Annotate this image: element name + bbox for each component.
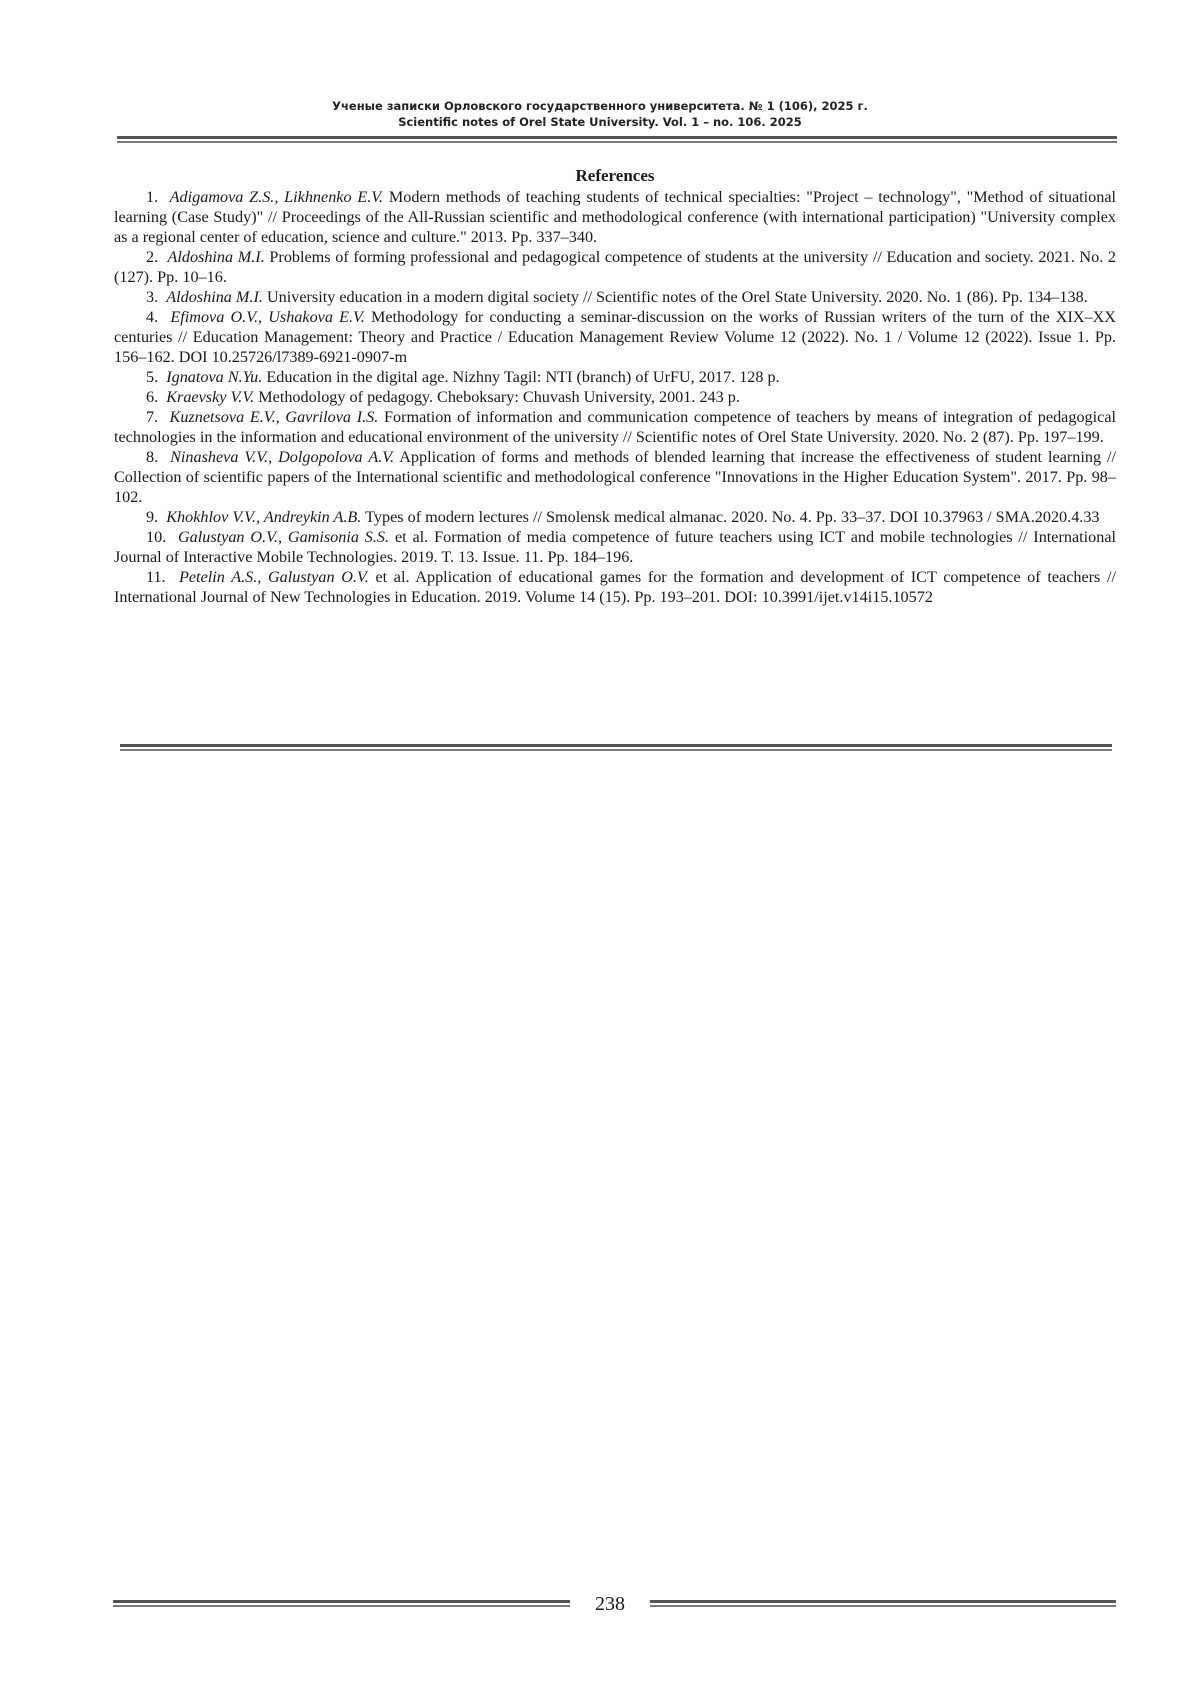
- reference-text: Problems of forming professional and pedagogical competence of students at the university // Education and society. 2021. No. 2 (127). Pp. 10–16.: [114, 248, 1117, 286]
- reference-text: Modern methods of teaching students of technical specialties: "Project – technology", "Method of situational learning (Case Study)" // Proceedings of the All-Russian scientific and methodological conference (with international participation) "University complex as a regional center of education, science and culture." 2013. Pp. 337–340.: [114, 188, 1117, 246]
- reference-number: 1.: [146, 188, 159, 206]
- reference-authors: Galustyan O.V., Gamisonia S.S.: [177, 528, 390, 546]
- footer-rule-left: [113, 1600, 570, 1603]
- reference-text: Education in the digital age. Nizhny Tagil: NTI (branch) of UrFU, 2017. 128 p.: [266, 368, 780, 386]
- end-divider: [120, 744, 1112, 751]
- reference-number: 11.: [146, 568, 166, 586]
- reference-item: [114, 527, 1116, 567]
- reference-item: [114, 567, 1116, 607]
- page-number: 238: [595, 1593, 625, 1615]
- reference-item: [114, 187, 1116, 247]
- reference-item: [114, 387, 1116, 407]
- reference-text: Application of forms and methods of blended learning that increase the effectiveness of student learning // Collection of scientific papers of the International scientific and methodological conference "Innovations in the Higher Education System". 2017. Pp. 98–102.: [114, 448, 1117, 506]
- reference-item: [114, 447, 1116, 507]
- reference-item: [114, 367, 1116, 387]
- references-section: [114, 166, 1116, 607]
- reference-text: Types of modern lectures // Smolensk medical almanac. 2020. No. 4. Pp. 33–37. DOI 10.37963 / SMA.2020.4.33: [365, 508, 1100, 526]
- reference-authors: Aldoshina M.I.: [166, 288, 263, 306]
- header-line-ru: Ученые записки Орловского государственного университета. № 1 (106), 2025 г.: [332, 99, 868, 113]
- reference-authors: Khokhlov V.V., Andreykin A.B.: [166, 508, 362, 526]
- reference-text: Methodology for conducting a seminar-discussion on the works of Russian writers of the turn of the XIX–XX centuries // Education Management: Theory and Practice / Education Management Review Volume 12 (2022). No. 1 / Volume 12 (2022). Issue 1. Pp. 156–162. DOI 10.25726/l7389-6921-0907-m: [114, 308, 1116, 366]
- reference-number: 9.: [146, 508, 159, 526]
- reference-authors: Ninasheva V.V., Dolgopolova A.V.: [170, 448, 395, 466]
- reference-number: 6.: [146, 388, 159, 406]
- reference-authors: Petelin A.S., Galustyan O.V.: [178, 568, 369, 586]
- running-header: [0, 98, 1200, 130]
- reference-authors: Kraevsky V.V.: [166, 388, 255, 406]
- reference-authors: Kuznetsova E.V., Gavrilova I.S.: [169, 408, 379, 426]
- reference-text: Formation of information and communication competence of teachers by means of integration of pedagogical technologies in the information and educational environment of the university // Scientific notes of Orel State University. 2020. No. 2 (87). Pp. 197–199.: [114, 408, 1117, 446]
- reference-item: [114, 407, 1116, 447]
- page-footer: [0, 1592, 1200, 1616]
- reference-list: [114, 187, 1116, 607]
- reference-authors: Ignatova N.Yu.: [166, 368, 263, 386]
- reference-text: University education in a modern digital society // Scientific notes of the Orel State University. 2020. No. 1 (86). Pp. 134–138.: [266, 288, 1088, 306]
- reference-text: Methodology of pedagogy. Cheboksary: Chuvash University, 2001. 243 p.: [258, 388, 740, 406]
- reference-authors: Adigamova Z.S., Likhnenko E.V.: [169, 188, 384, 206]
- footer-rule-right: [650, 1600, 1116, 1603]
- reference-number: 4.: [146, 308, 159, 326]
- reference-number: 5.: [146, 368, 159, 386]
- reference-item: [114, 247, 1116, 287]
- reference-text: et al. Application of educational games for the formation and development of ICT competence of teachers // International Journal of New Technologies in Education. 2019. Volume 14 (15). Pp. 193–201. DOI: 10.3991/ijet.v14i15.10572: [114, 568, 1117, 606]
- reference-item: [114, 287, 1116, 307]
- reference-item: [114, 507, 1116, 527]
- header-line-en: Scientific notes of Orel State University. Vol. 1 – no. 106. 2025: [398, 115, 802, 129]
- reference-number: 2.: [146, 248, 159, 266]
- reference-authors: Aldoshina M.I.: [167, 248, 265, 266]
- reference-number: 10.: [146, 528, 167, 546]
- reference-authors: Efimova O.V., Ushakova E.V.: [170, 308, 365, 326]
- reference-number: 7.: [146, 408, 159, 426]
- reference-text: et al. Formation of media competence of future teachers using ICT and mobile technologies // International Journal of Interactive Mobile Technologies. 2019. T. 13. Issue. 11. Pp. 184–196.: [114, 528, 1116, 566]
- references-title: References: [575, 166, 655, 185]
- reference-number: 3.: [146, 288, 159, 306]
- reference-item: [114, 307, 1116, 367]
- reference-number: 8.: [146, 448, 159, 466]
- header-divider: [117, 136, 1117, 143]
